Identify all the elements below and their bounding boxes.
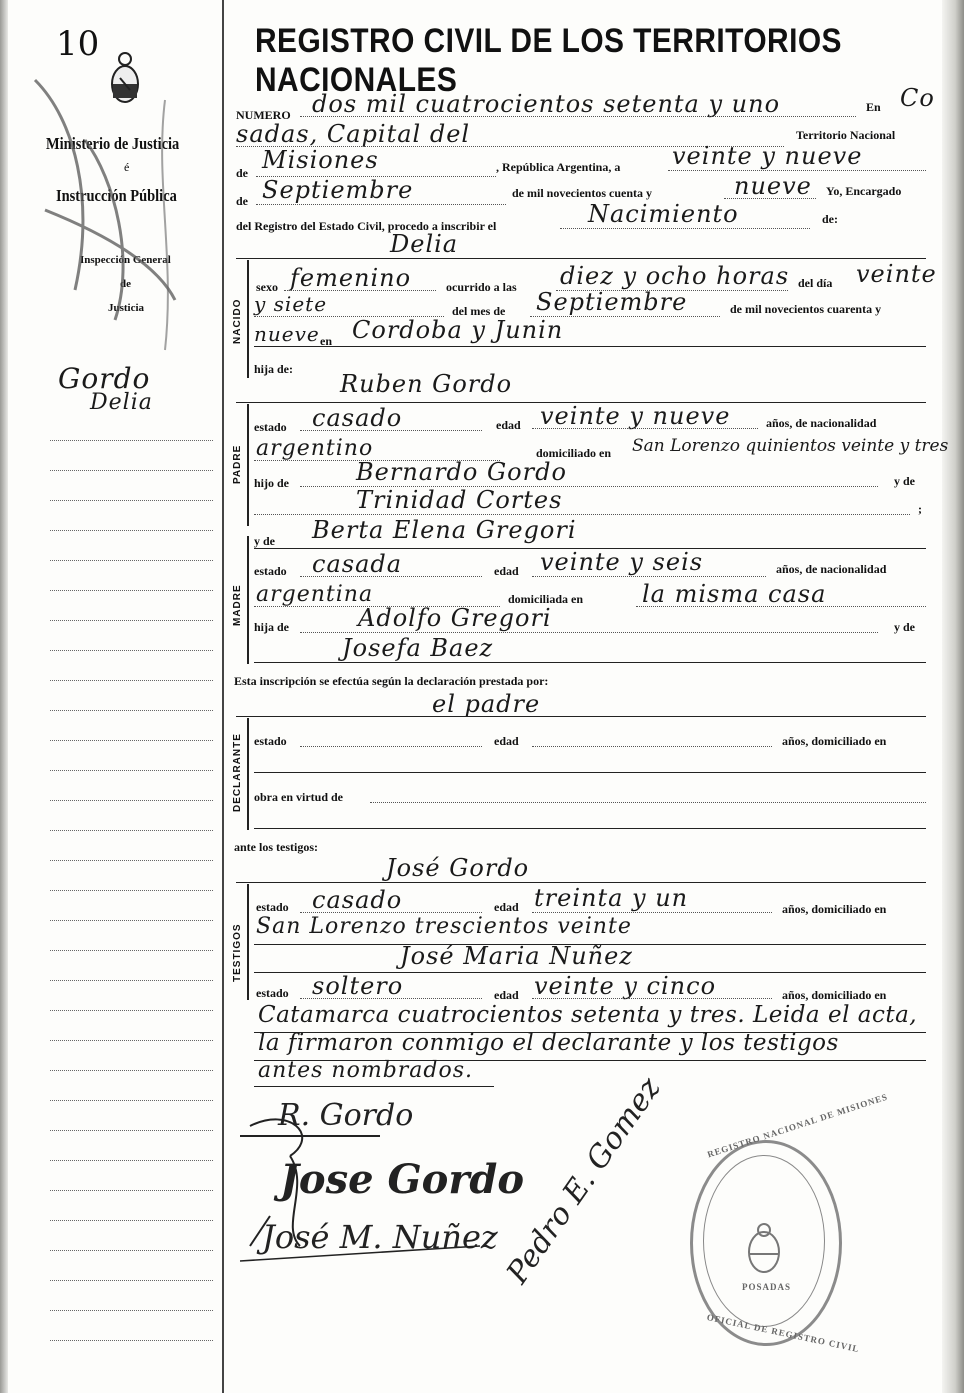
line-rule <box>254 1086 494 1087</box>
nacido-year-value: nueve <box>254 322 320 346</box>
dotted-line <box>532 998 772 999</box>
ocurrido-label: ocurrido a las <box>446 280 517 294</box>
yo-encargado-label: Yo, Encargado <box>826 184 902 198</box>
ministry-line-1: Ministerio de Justicia <box>46 134 180 153</box>
margin-line <box>50 920 213 921</box>
de-colon-label: de: <box>822 212 838 226</box>
dotted-line <box>560 228 810 229</box>
republica-label: , República Argentina, a <box>496 160 621 174</box>
day-value: veinte y nueve <box>672 142 863 170</box>
witness2-domiciliado-label: años, domiciliado en <box>782 988 887 1002</box>
witness1-estado-label: estado <box>256 900 289 914</box>
nacido-month-value: Septiembre <box>536 288 688 316</box>
inspection-line-1: Inspección General <box>80 254 171 266</box>
madre-nacionalidad-label: años, de nacionalidad <box>776 562 887 576</box>
margin-line <box>50 650 213 651</box>
margin-line <box>50 1040 213 1041</box>
signature-4: Pedro E. Gomez <box>500 1071 668 1291</box>
margin-line <box>50 1070 213 1071</box>
declarante-edad-label: edad <box>494 734 519 748</box>
witness2-estado-value: soltero <box>312 972 404 1000</box>
sexo-value: femenino <box>290 264 412 292</box>
margin-line <box>50 680 213 681</box>
seal-bottom-text: OFICIAL DE REGISTRO CIVIL <box>705 1312 861 1355</box>
en-label: En <box>866 100 881 114</box>
section-bracket-nacido <box>247 260 249 378</box>
nacido-section-label: NACIDO <box>232 298 243 344</box>
nacido-en-label: en <box>320 334 332 348</box>
margin-line <box>50 980 213 981</box>
numero-label: NUMERO <box>236 108 291 122</box>
declarante-obra-label: obra en virtud de <box>254 790 344 804</box>
padre-domiciliado-label: domiciliado en <box>536 446 612 460</box>
madre-y-de-label-2: y de <box>894 620 915 634</box>
witness1-domiciliado-label: años, domiciliado en <box>782 902 887 916</box>
dotted-line <box>300 912 482 913</box>
margin-line <box>50 770 213 771</box>
margin-line <box>50 1130 213 1131</box>
declarante-estado-label: estado <box>254 734 287 748</box>
hija-label: hija de: <box>254 362 293 376</box>
seal-text: REGISTRO NACIONAL DE MISIONES <box>706 1091 890 1160</box>
signature-3: José M. Nuñez <box>262 1218 498 1256</box>
madre-hija-label: hija de <box>254 620 290 634</box>
margin-line <box>50 740 213 741</box>
margin-line <box>50 620 213 621</box>
place-value-2: sadas, Capital del <box>236 120 471 148</box>
margin-line <box>50 590 213 591</box>
dotted-line <box>254 514 910 515</box>
madre-domicilio-value: la misma casa <box>642 580 827 608</box>
numero-value: dos mil cuatrocientos setenta y uno <box>312 90 781 118</box>
declaracion-label: Esta inscripción se efectúa según la declaración prestada por: <box>234 674 549 688</box>
nacido-day-value-2: y siete <box>254 292 328 316</box>
padre-estado-value: casado <box>312 404 403 432</box>
ministry-line-3: Instrucción Pública <box>56 186 177 205</box>
padre-father-value: Bernardo Gordo <box>356 458 567 486</box>
closing-line-2: antes nombrados. <box>258 1058 474 1083</box>
margin-line <box>50 950 213 951</box>
madre-estado-label: estado <box>254 564 287 578</box>
witness1-edad-value: treinta y un <box>534 884 689 912</box>
registry-label: del Registro del Estado Civil, procedo a inscribir el <box>236 219 497 233</box>
inspection-line-3: Justicia <box>108 302 145 314</box>
dotted-line <box>300 746 482 747</box>
madre-edad-label: edad <box>494 564 519 578</box>
witness2-edad-value: veinte y cinco <box>534 972 717 1000</box>
section-rule <box>236 258 926 259</box>
line-rule <box>254 346 926 347</box>
madre-father-value: Adolfo Gregori <box>358 604 552 632</box>
page-left-edge <box>0 0 8 1393</box>
year-value: nueve <box>734 172 812 200</box>
place-value-1: Co <box>900 84 935 112</box>
birth-place-value: Cordoba y Junin <box>352 316 564 344</box>
margin-line <box>50 1160 213 1161</box>
witness1-domicilio-value: San Lorenzo trescientos veinte <box>256 914 632 939</box>
padre-estado-label: estado <box>254 420 287 434</box>
ante-testigos-label: ante los testigos: <box>234 840 318 854</box>
margin-given-name: Delia <box>90 390 153 415</box>
section-bracket-padre <box>247 404 249 526</box>
month-label: de <box>236 194 248 208</box>
margin-line <box>50 1010 213 1011</box>
section-rule <box>236 882 926 883</box>
declaracion-value: el padre <box>432 690 541 718</box>
del-dia-label: del día <box>798 276 833 290</box>
dotted-line <box>532 912 772 913</box>
margin-line <box>50 1190 213 1191</box>
dotted-line <box>300 116 856 117</box>
nacido-year-label: de mil novecientos cuarenta y <box>730 302 882 316</box>
parents-value: Ruben Gordo <box>340 370 513 398</box>
seal-city: POSADAS <box>742 1282 792 1292</box>
page-number: 10 <box>56 24 100 64</box>
witness2-name: José Maria Nuñez <box>400 942 633 970</box>
ministry-line-2: é <box>124 160 130 174</box>
declarante-domiciliado-label: años, domiciliado en <box>782 734 887 748</box>
line-rule <box>254 828 926 829</box>
section-bracket-testigos <box>247 884 249 1000</box>
section-bracket-madre <box>247 536 249 664</box>
document-title: REGISTRO CIVIL DE LOS TERRITORIOS NACIONALES <box>255 22 842 99</box>
padre-mother-value: Trinidad Cortes <box>356 486 563 514</box>
act-type: Nacimiento <box>588 200 739 228</box>
witness2-estado-label: estado <box>256 986 289 1000</box>
margin-line <box>50 1340 213 1341</box>
margin-line <box>50 1310 213 1311</box>
witness1-estado-value: casado <box>312 886 403 914</box>
line-rule <box>254 662 926 663</box>
margin-line <box>50 500 213 501</box>
dotted-line <box>532 428 758 429</box>
territorio-label: Territorio Nacional <box>796 128 896 142</box>
witness2-domicilio-value: Catamarca cuatrocientos setenta y tres. Leida el acta, <box>258 1002 918 1028</box>
margin-line <box>50 1220 213 1221</box>
padre-hijo-label: hijo de <box>254 476 290 490</box>
year-label: de mil novecientos cuenta y <box>512 186 652 200</box>
margin-line <box>50 530 213 531</box>
line-rule <box>254 772 926 773</box>
dotted-line <box>284 290 436 291</box>
page-right-edge <box>942 0 964 1393</box>
inspection-line-2: de <box>120 278 131 290</box>
margin-surname: Gordo <box>58 362 151 395</box>
madre-nacionalidad-value: argentina <box>256 582 374 607</box>
padre-domicilio-value: San Lorenzo quinientos veinte y tres <box>632 436 949 456</box>
margin-line <box>50 800 213 801</box>
witness1-edad-label: edad <box>494 900 519 914</box>
closing-line-1: la firmaron conmigo el declarante y los testigos <box>258 1030 839 1056</box>
dotted-line <box>300 430 482 431</box>
margin-line <box>50 860 213 861</box>
signature-2: Jose Gordo <box>280 1156 525 1203</box>
nacido-day-value: veinte <box>856 260 937 288</box>
testigos-section-label: TESTIGOS <box>232 923 243 982</box>
padre-nacionalidad-value: argentino <box>256 436 374 461</box>
mes-label: del mes de <box>452 304 506 318</box>
margin-line <box>50 1250 213 1251</box>
dotted-line <box>300 998 482 999</box>
declarante-section-label: DECLARANTE <box>232 733 243 812</box>
sexo-label: sexo <box>256 280 278 294</box>
padre-section-label: PADRE <box>232 444 243 484</box>
person-name: Delia <box>390 230 459 258</box>
territory-value: Misiones <box>262 146 379 174</box>
dotted-line <box>724 198 816 199</box>
padre-edad-value: veinte y nueve <box>540 402 731 430</box>
margin-line <box>50 830 213 831</box>
margin-line <box>50 560 213 561</box>
margin-line <box>50 890 213 891</box>
madre-domiciliada-label: domiciliada en <box>508 592 584 606</box>
margin-line <box>50 440 213 441</box>
dotted-line <box>668 170 926 171</box>
witness2-edad-label: edad <box>494 988 519 1002</box>
hour-value: diez y ocho horas <box>560 262 790 290</box>
dotted-line <box>300 576 482 577</box>
margin-signature-scribble <box>15 60 195 380</box>
section-rule <box>236 716 926 717</box>
madre-mother-value: Josefa Baez <box>342 634 494 662</box>
dotted-line <box>256 204 506 205</box>
section-bracket-declarante <box>247 718 249 830</box>
padre-edad-label: edad <box>496 418 521 432</box>
margin-line <box>50 710 213 711</box>
dotted-line <box>300 632 878 633</box>
dotted-line <box>532 576 766 577</box>
signature-flourishes <box>230 1096 530 1296</box>
margin-line <box>50 470 213 471</box>
margin-line <box>50 1100 213 1101</box>
dotted-line <box>636 606 926 607</box>
seal-coat-of-arms-icon <box>742 1220 786 1280</box>
month-value: Septiembre <box>262 176 414 204</box>
de-label: de <box>236 166 248 180</box>
madre-edad-value: veinte y seis <box>540 548 704 576</box>
dotted-line <box>532 746 772 747</box>
margin-divider <box>222 0 224 1393</box>
dotted-line <box>370 802 926 803</box>
madre-name-value: Berta Elena Gregori <box>312 516 577 544</box>
madre-estado-value: casada <box>312 550 403 578</box>
signature-1: R. Gordo <box>278 1098 414 1133</box>
padre-nacionalidad-label: años, de nacionalidad <box>766 416 877 430</box>
margin-line <box>50 1280 213 1281</box>
padre-semicolon: ; <box>918 502 922 516</box>
padre-y-de-label: y de <box>894 474 915 488</box>
madre-y-de-label: y de <box>254 534 275 548</box>
witness1-name: José Gordo <box>386 854 530 882</box>
madre-section-label: MADRE <box>232 584 243 626</box>
